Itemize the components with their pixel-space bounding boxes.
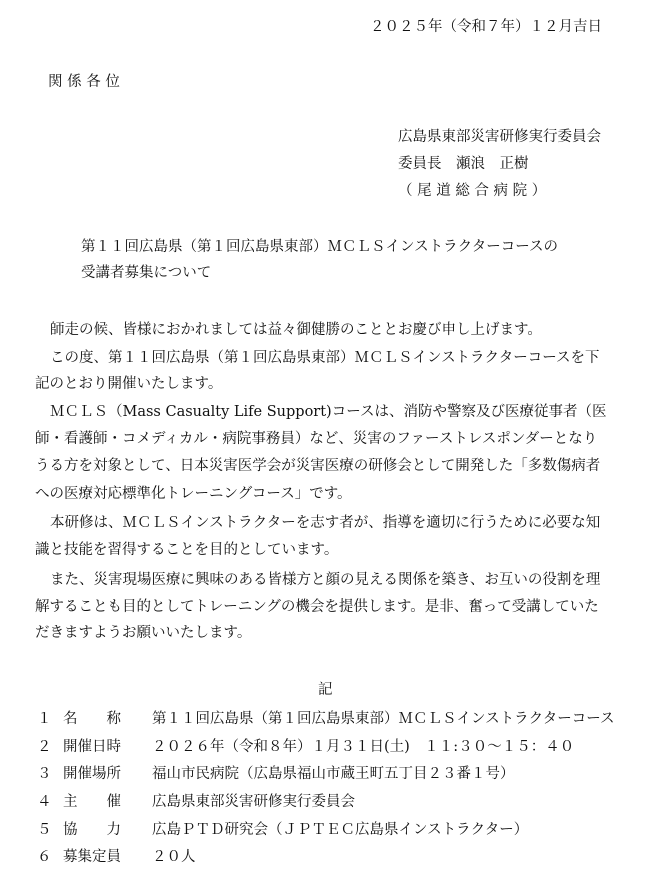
sender-org: 広島県東部災害研修実行委員会 bbox=[398, 129, 601, 145]
body-line: 記のとおり開催いたします。 bbox=[35, 376, 223, 392]
sender-affiliation: （ 尾 道 総 合 病 院 ） bbox=[398, 183, 547, 199]
item-value: 福山市民病院（広島県福山市蔵王町五丁目２３番１号） bbox=[152, 766, 515, 782]
body-line: また、災害現場医療に興味のある皆様方と顔の見える関係を築き、お互いの役割を理 bbox=[50, 572, 601, 588]
body-line: 解することも目的としてトレーニングの機会を提供します。是非、奮って受講していた bbox=[35, 599, 599, 615]
item-row bbox=[0, 845, 650, 863]
body-line: 師走の候、皆様におかれましては益々御健勝のこととお慶び申し上げます。 bbox=[50, 322, 542, 338]
body-line: うる方を対象として、日本災害医学会が災害医療の研修会として開発した「多数傷病者 bbox=[35, 458, 601, 474]
item-number: ５ bbox=[37, 822, 52, 838]
body-line: この度、第１１回広島県（第１回広島県東部）ＭＣＬＳインストラクターコースを下 bbox=[50, 350, 600, 366]
item-number: ３ bbox=[37, 766, 52, 782]
body-line: だきますようお願いいたします。 bbox=[35, 625, 252, 641]
item-value: 広島ＰＴＤ研究会（ＪＰＴＥＣ広島県インストラクター） bbox=[152, 822, 529, 838]
item-row bbox=[0, 735, 650, 753]
item-row bbox=[0, 707, 650, 725]
body-line: 本研修は、ＭＣＬＳインストラクターを志す者が、指導を適切に行うために必要な知 bbox=[50, 515, 601, 531]
body-line: 識と技能を習得することを目的としています。 bbox=[35, 542, 339, 558]
ki-heading: 記 bbox=[318, 682, 333, 698]
body-line: 師・看護師・コメディカル・病院事務員）など、災害のファーストレスポンダーとなり bbox=[35, 431, 598, 447]
item-label: 募集定員 bbox=[63, 849, 121, 865]
document-title-line-1: 第１１回広島県（第１回広島県東部）ＭＣＬＳインストラクターコースの bbox=[81, 239, 559, 255]
item-label: 開催場所 bbox=[63, 766, 121, 782]
item-number: ６ bbox=[37, 849, 52, 865]
item-label: 協 力 bbox=[63, 822, 121, 838]
item-row bbox=[0, 762, 650, 780]
item-number: ２ bbox=[37, 739, 52, 755]
document-title-line-2: 受講者募集について bbox=[81, 265, 212, 281]
item-label: 名 称 bbox=[63, 711, 121, 727]
item-value: ２０人 bbox=[152, 849, 196, 865]
item-row bbox=[0, 818, 650, 836]
body-line: への医療対応標準化トレーニングコース」です。 bbox=[35, 486, 352, 502]
item-row bbox=[0, 790, 650, 808]
item-label: 主 催 bbox=[63, 794, 121, 810]
item-value: 広島県東部災害研修実行委員会 bbox=[152, 794, 355, 810]
body-line: ＭＣＬＳ（Mass Casualty Life Support)コースは、消防や警察及び医療従事者（医 bbox=[50, 404, 607, 420]
document-date: ２０２５年（令和７年）１２月吉日 bbox=[370, 19, 602, 35]
sender-chair: 委員長 瀬浪 正樹 bbox=[398, 156, 529, 172]
item-value: ２０２６年（令和８年）１月３１日(土) １１:３０～１５：４０ bbox=[152, 739, 575, 755]
item-label: 開催日時 bbox=[63, 739, 121, 755]
item-number: １ bbox=[37, 711, 52, 727]
addressee: 関 係 各 位 bbox=[48, 74, 120, 90]
item-value: 第１１回広島県（第１回広島県東部）ＭＣＬＳインストラクターコース bbox=[152, 711, 615, 727]
item-number: ４ bbox=[37, 794, 52, 810]
